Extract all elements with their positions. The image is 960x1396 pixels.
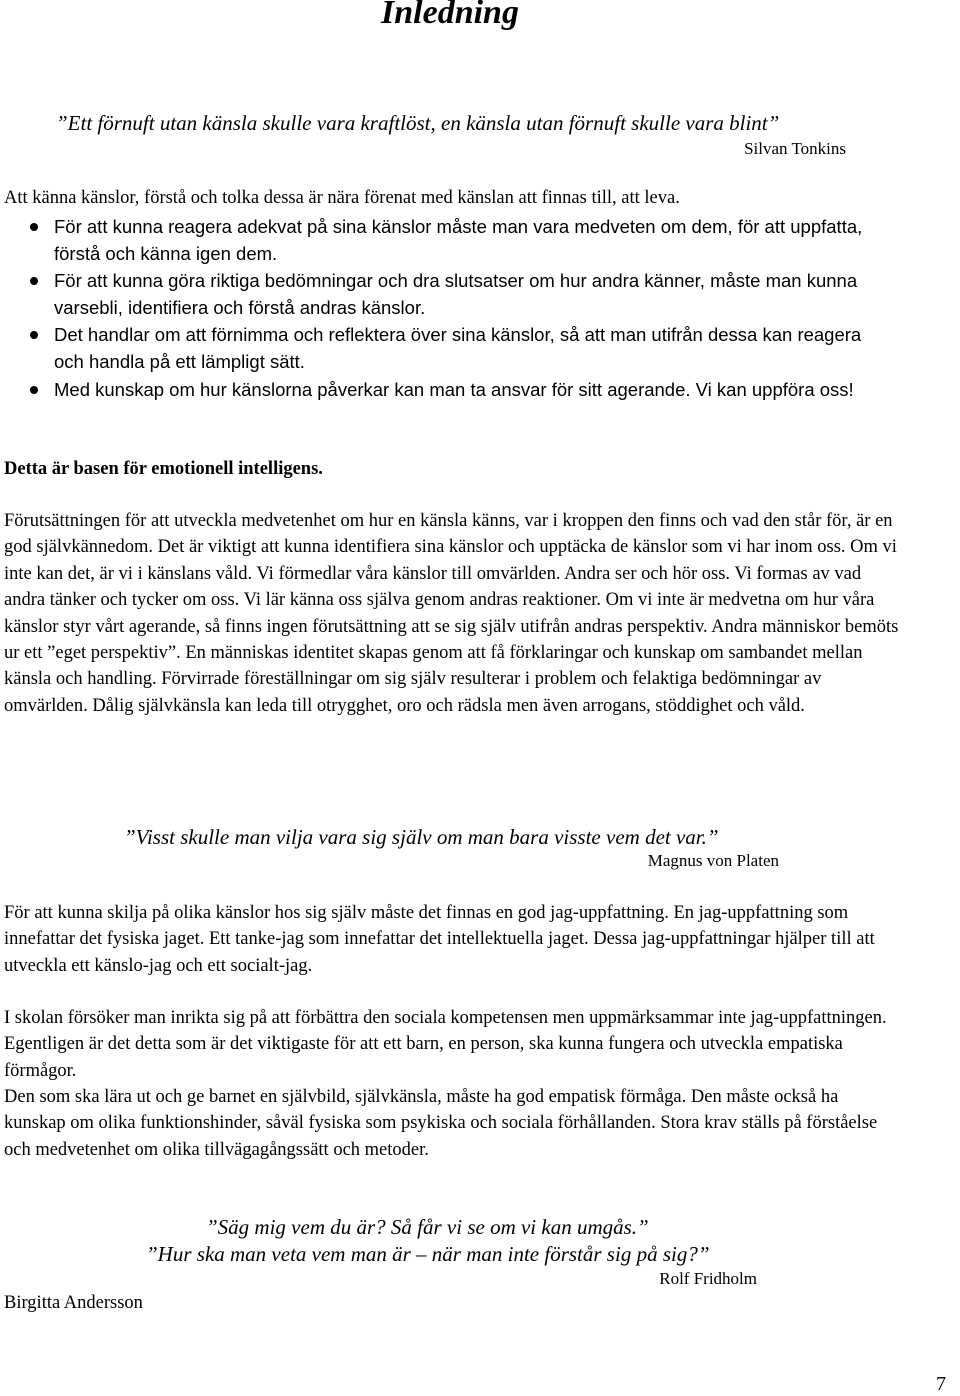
closing-quote-author: Rolf Fridholm [659, 1269, 757, 1288]
intro-text: Att känna känslor, förstå och tolka dessa är nära förenat med känslan att finnas till, att leva. [4, 188, 680, 208]
list-item: Med kunskap om hur känslorna påverkar kan man ta ansvar för sitt agerande. Vi kan uppföra oss! [26, 377, 886, 404]
key-points-list [26, 214, 886, 404]
paragraph-self-image: För att kunna skilja på olika känslor hos sig själv måste det finnas en god jag-uppfattning. En jag-uppfattning som innefattar det fysiska jaget. Ett tanke-jag som innefattar det intellektuella jaget. Dessa jag-uppfattningar hjälper till att utveckla ett känslo-jag och ett socialt-jag. [4, 903, 875, 976]
paragraph-self-knowledge: Förutsättningen för att utveckla medvetenhet om hur en känsla känns, var i kroppen den finns och vad den står för, är en god självkännedom. Det är viktigt att kunna identifiera sina känslor och upptäcka de känslor som vi har inom oss. Om vi inte kan det, är vi i känslans våld. Vi förmedlar våra känslor till omvärlden. Andra ser och hör oss. Vi formas av vad andra tänker och tycker om oss. Vi lär känna oss själva genom andras reaktioner. Om vi inte är medvetna om hur våra känslor styr vårt agerande, så finns ingen förutsättning att se sig själv utifrån andras perspektiv. Andra människor bemöts ur ett ”eget perspektiv”. En människas identitet skapas genom att få förklaringar och kunskap om sambandet mellan känsla och handling. Förvirrade föreställningar om sig själv resulterar i problem och felaktiga bedömningar av omvärlden. Dålig självkänsla kan leda till otrygghet, oro och rädsla men även arrogans, stöddighet och våld. [4, 511, 899, 716]
author-signature: Birgitta Andersson [4, 1293, 143, 1313]
bullet-icon [30, 386, 38, 394]
list-item: Det handlar om att förnimma och reflektera över sina känslor, så att man utifrån dessa kan reagera och handla på ett lämpligt sätt. [26, 322, 886, 375]
bullet-icon [30, 331, 38, 339]
list-item: För att kunna göra riktiga bedömningar och dra slutsatser om hur andra känner, måste man kunna varsebli, identifiera och förstå andras känslor. [26, 268, 886, 321]
bullet-icon [30, 277, 38, 285]
list-item: För att kunna reagera adekvat på sina känslor måste man vara medveten om dem, för att uppfatta, förstå och känna igen dem. [26, 214, 886, 267]
bullet-icon [30, 223, 38, 231]
page-title: Inledning [381, 0, 519, 31]
bold-statement: Detta är basen för emotionell intelligens. [4, 459, 323, 479]
opening-quote: ”Ett förnuft utan känsla skulle vara kraftlöst, en känsla utan förnuft skulle vara blint” [56, 111, 780, 135]
closing-quote-line-2: ”Hur ska man veta vem man är – när man inte förstår sig på sig?” [146, 1242, 710, 1266]
middle-quote-author: Magnus von Platen [647, 851, 779, 870]
paragraph-school: I skolan försöker man inrikta sig på att förbättra den sociala kompetensen men uppmärksammar inte jag-uppfattningen. Egentligen är det detta som är det viktigaste för att ett barn, en person, ska kunna fungera och utveckla empatiska förmågor. [4, 1008, 887, 1081]
middle-quote: ”Visst skulle man vilja vara sig själv om man bara visste vem det var.” [124, 825, 719, 849]
closing-quote-line-1: ”Säg mig vem du är? Så får vi se om vi kan umgås.” [206, 1215, 649, 1239]
page-number: 7 [936, 1373, 946, 1395]
opening-quote-author: Silvan Tonkins [744, 139, 846, 158]
paragraph-teacher: Den som ska lära ut och ge barnet en självbild, självkänsla, måste ha god empatisk förmåga. Den måste också ha kunskap om olika funktionshinder, såväl fysiska som psykiska och sociala förhållanden. Stora krav ställs på förståelse och medvetenhet om olika tillvägagångssätt och metoder. [4, 1087, 878, 1160]
